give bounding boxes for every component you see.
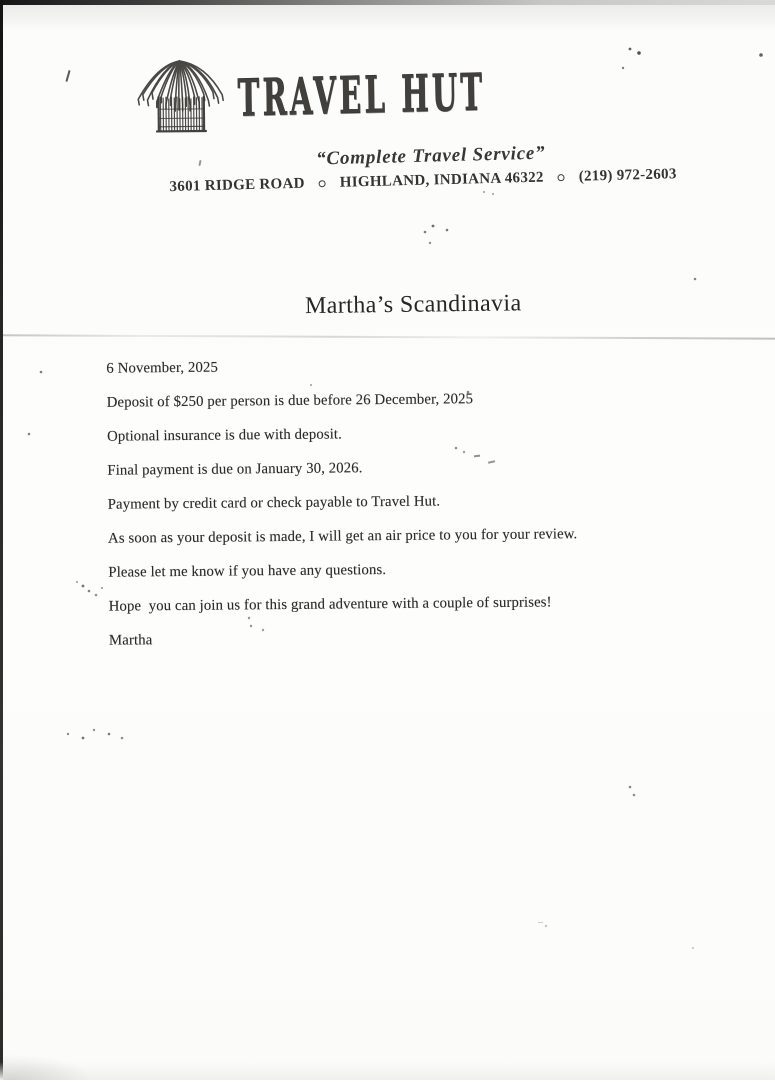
- body-line: Optional insurance is due with deposit.: [106, 426, 342, 445]
- bullet-separator-icon: [319, 180, 326, 187]
- scan-haze-bottom: [0, 1062, 775, 1080]
- bullet-separator-icon: [558, 174, 565, 181]
- body-line: As soon as your deposit is made, I will get an air price to you for your review.: [107, 526, 578, 547]
- body-line: Hope you can join us for this grand adventure with a couple of surprises!: [108, 594, 552, 615]
- body-line: Deposit of $250 per person is due before 26 December, 2025: [106, 391, 474, 411]
- letter-body: [106, 353, 729, 665]
- phone-number: (219) 972-2603: [578, 166, 677, 185]
- company-tagline: “Complete Travel Service”: [315, 142, 546, 170]
- logo-row: [0, 48, 772, 141]
- thatched-hut-logo-icon: [131, 56, 228, 141]
- body-line: Payment by credit card or check payable to Travel Hut.: [107, 493, 441, 513]
- company-name: TRAVEL HUT: [237, 63, 486, 129]
- letterhead: [0, 48, 773, 196]
- body-line: Final payment is due on January 30, 2026.: [107, 460, 363, 479]
- city-state-zip: HIGHLAND, INDIANA 46322: [339, 169, 544, 191]
- body-line: Please let me know if you have any questions.: [108, 562, 387, 581]
- stray-mark: [538, 922, 543, 923]
- scan-haze-top: [0, 5, 775, 29]
- letter-title: Martha’s Scandinavia: [304, 290, 522, 320]
- signature: Martha: [108, 632, 153, 649]
- scan-corner-shade: [3, 1054, 93, 1080]
- scan-edge-left: [0, 0, 3, 1080]
- street-address: 3601 RIDGE ROAD: [169, 175, 306, 196]
- date-line: 6 November, 2025: [106, 359, 219, 377]
